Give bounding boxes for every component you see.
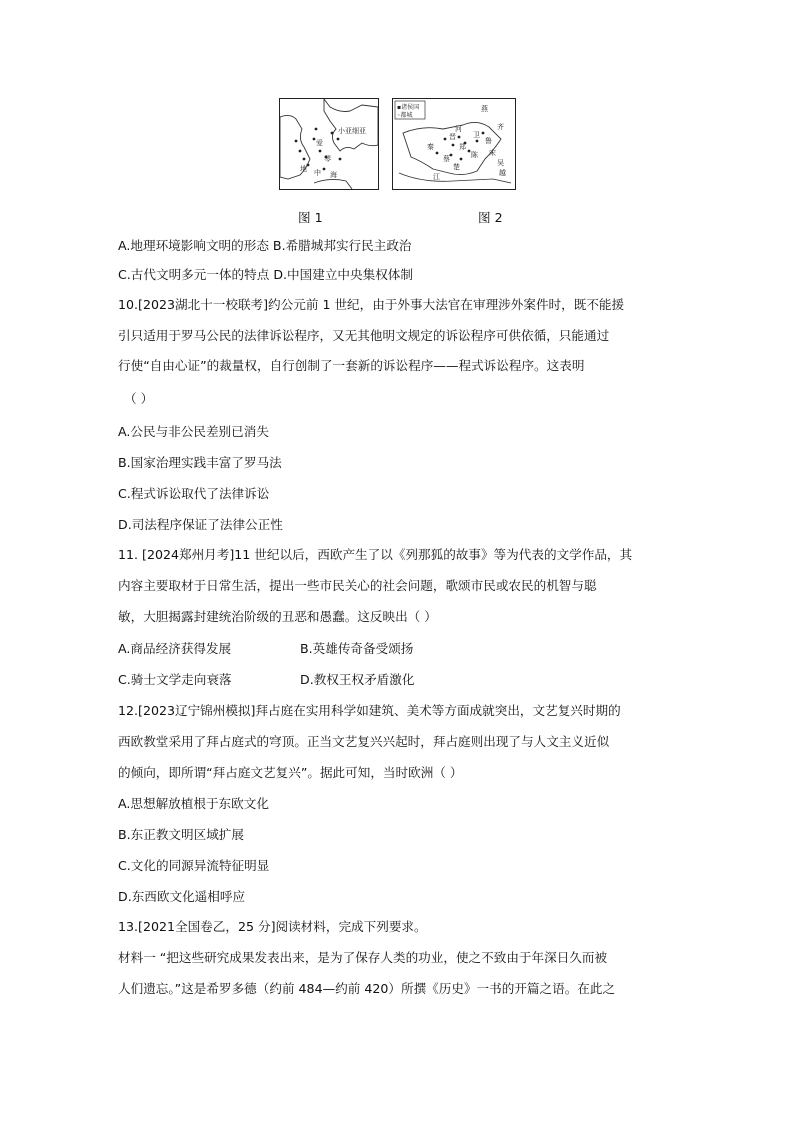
figure-2-map xyxy=(392,98,516,190)
q11-stem-line-1: 11. [2024郑州月考]11 世纪以后，西欧产生了以《列那狐的故事》等为代表的文学作品，其 xyxy=(118,547,633,562)
figure-1-map-drawing xyxy=(280,99,378,189)
fig2-legend-state: ▪诸侯国 xyxy=(397,104,420,111)
fig2-legend-capital: ◦都城 xyxy=(397,112,413,119)
fig2-label-0: 燕 xyxy=(481,105,488,113)
fig2-label-2: 鲁 xyxy=(485,137,492,145)
figure-1-caption: 图 1 xyxy=(298,210,323,225)
q13-material-line-1: 材料一 “把这些研究成果发表出来，是为了保存人类的功业，使之不致由于年深日久而被 xyxy=(118,950,608,965)
fig2-label-4: 吴 xyxy=(497,159,504,167)
fig1-label-5: 海 xyxy=(330,171,337,179)
q10-stem-line-3: 行使“自由心证”的裁量权，自行创制了一套新的诉讼程序——程式诉讼程序。这表明 xyxy=(118,358,585,373)
q10-option-a: A.公民与非公民差别已消失 xyxy=(118,424,269,439)
fig1-label-asia-minor: 小亚细亚 xyxy=(338,127,366,135)
q13-stem-line-1: 13.[2021全国卷乙，25 分]阅读材料，完成下列要求。 xyxy=(118,919,427,934)
q12-stem-line-2: 西欧教堂采用了拜占庭式的穹顶。正当文艺复兴兴起时，拜占庭则出现了与人文主义近似 xyxy=(118,734,610,749)
fig2-label-14: 江 xyxy=(433,173,440,181)
q12-option-d: D.东西欧文化遥相呼应 xyxy=(118,889,246,904)
q12-stem-line-3: 的倾向，即所谓“拜占庭文艺复兴”。据此可知，当时欧洲（ ） xyxy=(118,765,463,780)
fig1-label-2: 琴 xyxy=(324,155,331,163)
figure-1-map xyxy=(279,98,379,190)
q11-option-a: A.商品经济获得发展 xyxy=(118,641,232,656)
q9-options-line-2: C.古代文明多元一体的特点 D.中国建立中央集权体制 xyxy=(118,267,413,282)
fig2-label-3: 宋 xyxy=(489,149,496,157)
q10-option-c: C.程式诉讼取代了法律诉讼 xyxy=(118,486,270,501)
q10-answer-bracket: （ ） xyxy=(124,391,154,406)
q12-stem-line-1: 12.[2023辽宁锦州模拟]拜占庭在实用科学如建筑、美术等方面成就突出，文艺复兴时期的 xyxy=(118,703,621,718)
fig2-label-13: 蔡 xyxy=(443,155,450,163)
q10-option-d: D.司法程序保证了法律公正性 xyxy=(118,517,283,532)
figure-2-map-drawing xyxy=(393,99,515,189)
q11-option-c: C.骑士文学走向衰落 xyxy=(118,672,232,687)
q13-material-line-2: 人们遗忘。”这是希罗多德（约前 484—约前 420）所撰《历史》一书的开篇之语。在此之 xyxy=(118,981,616,996)
fig1-label-1: 爱 xyxy=(316,139,323,147)
q11-stem-line-3: 敏，大胆揭露封建统治阶级的丑恶和愚蠢。这反映出（ ） xyxy=(118,609,437,624)
fig2-label-11: 郑 xyxy=(459,143,466,151)
q10-stem-line-1: 10.[2023湖北十一校联考]约公元前 1 世纪，由于外事大法官在审理涉外案件时，既不能援 xyxy=(118,297,625,312)
fig1-label-3: 地 xyxy=(300,165,307,173)
q12-option-b: B.东正教文明区域扩展 xyxy=(118,827,244,842)
fig2-label-6: 楚 xyxy=(453,163,460,171)
fig2-label-1: 齐 xyxy=(497,123,504,131)
q11-option-d: D.教权王权矛盾激化 xyxy=(300,672,415,687)
fig2-label-9: 晋 xyxy=(449,133,456,141)
fig2-label-5: 越 xyxy=(499,169,506,177)
q11-stem-line-2: 内容主要取材于日常生活，提出一些市民关心的社会问题，歌颂市民或农民的机智与聪 xyxy=(118,578,597,593)
q11-option-b: B.英雄传奇备受颂扬 xyxy=(300,641,414,656)
figure-2-caption: 图 2 xyxy=(478,210,503,225)
fig2-label-8: 河 xyxy=(455,125,462,133)
fig2-label-12: 陈 xyxy=(471,151,478,159)
q9-options-line-1: A.地理环境影响文明的形态 B.希腊城邦实行民主政治 xyxy=(118,238,412,253)
fig2-label-7: 秦 xyxy=(427,143,434,151)
q10-option-b: B.国家治理实践丰富了罗马法 xyxy=(118,455,282,470)
q12-option-c: C.文化的同源异流特征明显 xyxy=(118,858,270,873)
q12-option-a: A.思想解放植根于东欧文化 xyxy=(118,796,269,811)
fig1-label-4: 中 xyxy=(314,169,321,177)
q10-stem-line-2: 引只适用于罗马公民的法律诉讼程序，又无其他明文规定的诉讼程序可供依循，只能通过 xyxy=(118,328,610,343)
fig2-label-10: 卫 xyxy=(473,131,480,139)
